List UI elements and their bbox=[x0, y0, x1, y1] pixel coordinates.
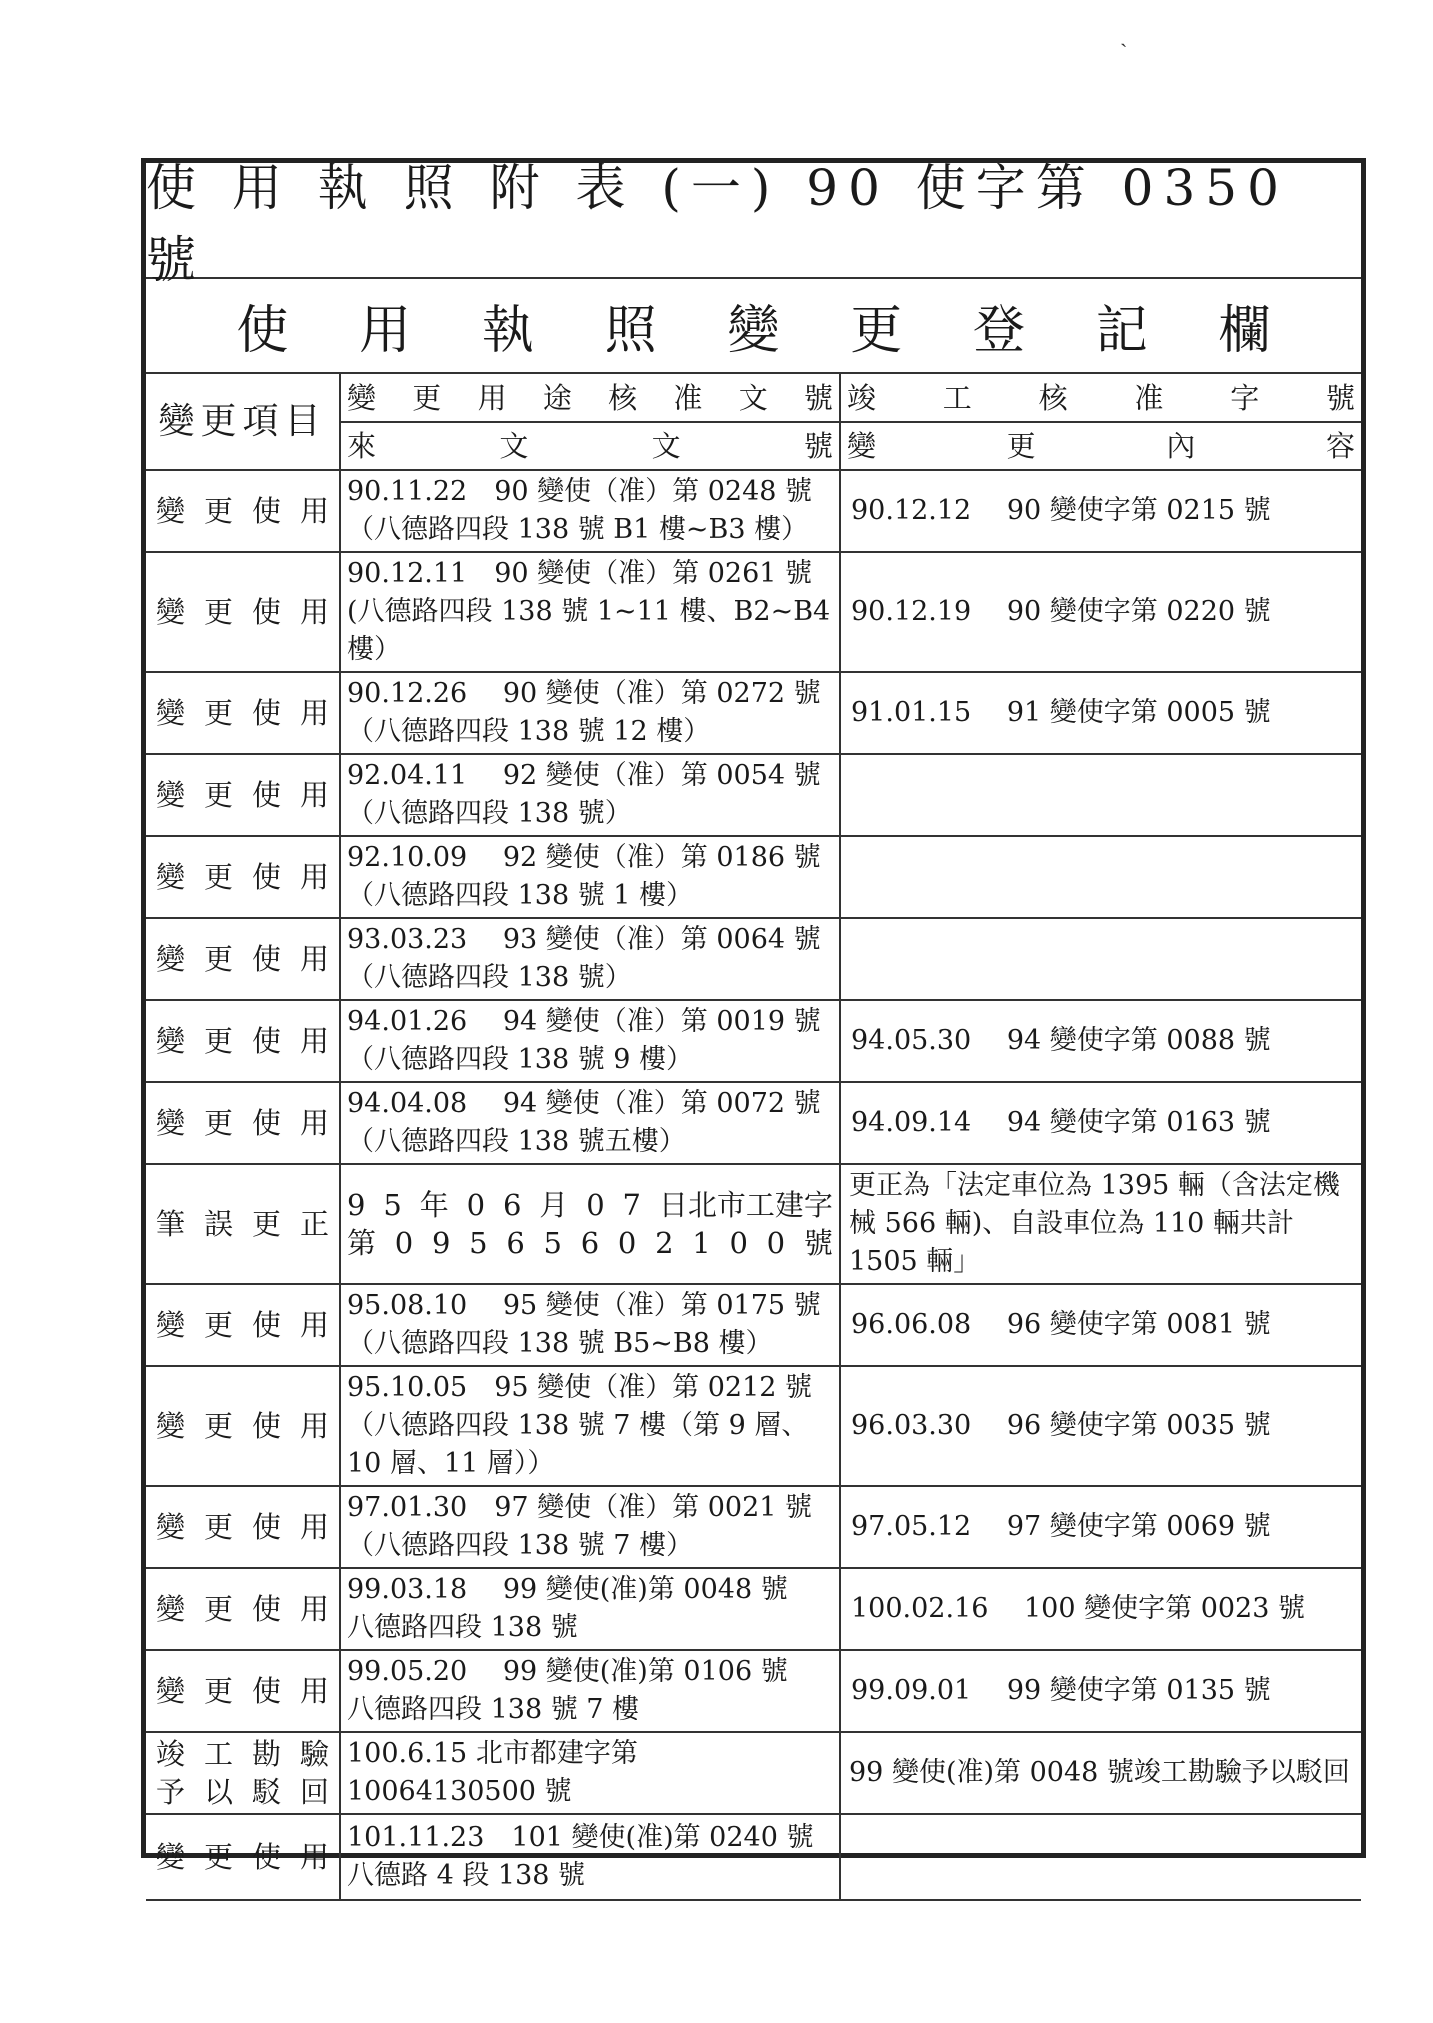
document-char: 7 bbox=[622, 1188, 641, 1222]
document-line: 八德路四段 138 號 7 樓 bbox=[347, 1694, 640, 1725]
table-row bbox=[146, 1284, 1361, 1366]
document-number-cell bbox=[340, 836, 840, 918]
result-line: 更正為「法定車位為 1395 輛（含法定機械 566 輛)、自設車位為 110 輛共計 1505 輛」 bbox=[849, 1170, 1340, 1277]
document-number-cell bbox=[340, 672, 840, 754]
document-line: 樓） bbox=[347, 634, 401, 665]
change-item-cell bbox=[146, 1082, 340, 1164]
change-item-char: 更 bbox=[203, 494, 233, 528]
table-row bbox=[146, 1366, 1361, 1486]
table-row bbox=[146, 1568, 1361, 1650]
change-item-char: 用 bbox=[299, 595, 329, 629]
change-item-char: 變 bbox=[156, 1592, 186, 1626]
header-char: 文 bbox=[499, 429, 529, 463]
change-item-char: 用 bbox=[299, 1840, 329, 1874]
change-item-char: 用 bbox=[299, 1674, 329, 1708]
document-line: （八德路四段 138 號） bbox=[347, 798, 632, 829]
section-title-char: 執 bbox=[481, 301, 534, 361]
table-row bbox=[146, 1164, 1361, 1284]
document-char: 5 bbox=[469, 1226, 488, 1260]
document-char: 9 bbox=[347, 1188, 366, 1222]
change-item-char: 使 bbox=[251, 1409, 281, 1443]
document-char: 0 bbox=[766, 1226, 786, 1260]
table-row bbox=[146, 1814, 1361, 1900]
document-line: 97.01.30 97 變使（准）第 0021 號 bbox=[347, 1492, 813, 1523]
document-char: 年 bbox=[419, 1188, 449, 1222]
table-row bbox=[146, 1650, 1361, 1732]
change-item-char: 以 bbox=[203, 1775, 233, 1809]
result-cell bbox=[840, 1814, 1361, 1900]
document-line: 92.10.09 92 變使（准）第 0186 號 bbox=[347, 842, 821, 873]
change-item-char: 用 bbox=[299, 1592, 329, 1626]
change-item-char: 更 bbox=[203, 696, 233, 730]
change-item-char: 更 bbox=[203, 942, 233, 976]
document-line: 99.05.20 99 變使(准)第 0106 號 bbox=[347, 1656, 788, 1687]
registration-table bbox=[146, 374, 1361, 1901]
document-number-cell bbox=[340, 1000, 840, 1082]
document-number-cell bbox=[340, 1732, 840, 1814]
change-item-char: 誤 bbox=[203, 1207, 233, 1241]
change-item-char: 使 bbox=[251, 860, 281, 894]
table-row bbox=[146, 470, 1361, 552]
document-number-cell bbox=[340, 1366, 840, 1486]
change-item-char: 回 bbox=[299, 1775, 329, 1809]
section-title-char: 使 bbox=[236, 301, 289, 361]
document-number-cell bbox=[340, 1650, 840, 1732]
document-line: 90.12.11 90 變使（准）第 0261 號 bbox=[347, 558, 813, 589]
header-char: 變 bbox=[847, 429, 877, 463]
change-item-char: 更 bbox=[203, 1674, 233, 1708]
change-item-char: 筆 bbox=[156, 1207, 186, 1241]
header-char: 更 bbox=[1006, 429, 1036, 463]
header-char: 竣 bbox=[847, 380, 877, 415]
change-item-char: 工 bbox=[203, 1737, 233, 1771]
document-line: 101.11.23 101 變使(准)第 0240 號 bbox=[347, 1822, 814, 1853]
change-item-char: 用 bbox=[299, 1510, 329, 1544]
table-row bbox=[146, 552, 1361, 672]
document-char: 0 bbox=[466, 1188, 486, 1222]
change-item-char: 使 bbox=[251, 595, 281, 629]
change-item-char: 使 bbox=[251, 1024, 281, 1058]
change-item-char: 用 bbox=[299, 1308, 329, 1342]
result-cell bbox=[840, 1568, 1361, 1650]
result-line: 97.05.12 97 變使字第 0069 號 bbox=[851, 1511, 1271, 1542]
section-title-char: 登 bbox=[972, 301, 1025, 361]
result-line: 99 變使(准)第 0048 號竣工勘驗予以駁回 bbox=[849, 1757, 1350, 1788]
change-item-char: 用 bbox=[299, 942, 329, 976]
document-number-cell bbox=[340, 1814, 840, 1900]
license-form bbox=[141, 158, 1366, 1891]
table-row bbox=[146, 1486, 1361, 1568]
change-item-cell bbox=[146, 836, 340, 918]
change-item-char: 使 bbox=[251, 1840, 281, 1874]
document-line: （八德路四段 138 號 B5~B8 樓） bbox=[347, 1328, 773, 1359]
document-line: 八德路 4 段 138 號 bbox=[347, 1860, 586, 1891]
change-item-char: 使 bbox=[251, 1308, 281, 1342]
result-cell bbox=[840, 1082, 1361, 1164]
result-line: 90.12.12 90 變使字第 0215 號 bbox=[851, 495, 1271, 526]
document-number-cell bbox=[340, 754, 840, 836]
result-line: 94.05.30 94 變使字第 0088 號 bbox=[851, 1025, 1271, 1056]
header-doc-bottom bbox=[340, 422, 840, 470]
change-item-char: 使 bbox=[251, 942, 281, 976]
result-line: 91.01.15 91 變使字第 0005 號 bbox=[851, 697, 1271, 728]
change-item-cell bbox=[146, 1568, 340, 1650]
document-line: 八德路四段 138 號 bbox=[347, 1612, 578, 1643]
document-char: 1 bbox=[692, 1226, 711, 1260]
header-result-bottom bbox=[840, 422, 1361, 470]
change-item-char: 更 bbox=[203, 595, 233, 629]
change-item-char: 使 bbox=[251, 1592, 281, 1626]
change-item-cell bbox=[146, 1650, 340, 1732]
document-line: （八德路四段 138 號） bbox=[347, 962, 632, 993]
change-item-char: 變 bbox=[156, 1510, 186, 1544]
result-cell bbox=[840, 1650, 1361, 1732]
header-char: 文 bbox=[651, 429, 681, 463]
document-line: （八德路四段 138 號五樓） bbox=[347, 1126, 686, 1157]
change-item-char: 變 bbox=[156, 1840, 186, 1874]
section-title-char: 更 bbox=[850, 301, 903, 361]
document-char: 0 bbox=[617, 1226, 637, 1260]
result-cell bbox=[840, 1284, 1361, 1366]
result-cell bbox=[840, 672, 1361, 754]
result-cell bbox=[840, 470, 1361, 552]
result-cell bbox=[840, 754, 1361, 836]
result-cell bbox=[840, 1366, 1361, 1486]
change-item-char: 竣 bbox=[156, 1737, 186, 1771]
header-char: 號 bbox=[803, 380, 833, 415]
document-line: 92.04.11 92 變使（准）第 0054 號 bbox=[347, 760, 821, 791]
result-line: 96.06.08 96 變使字第 0081 號 bbox=[851, 1309, 1271, 1340]
header-char: 核 bbox=[1038, 380, 1068, 415]
section-title bbox=[146, 279, 1361, 374]
section-title-char: 照 bbox=[604, 301, 657, 361]
result-line: 94.09.14 94 變使字第 0163 號 bbox=[851, 1107, 1271, 1138]
header-result-top bbox=[840, 374, 1361, 422]
header-char: 准 bbox=[1134, 380, 1164, 415]
document-char: 0 bbox=[729, 1226, 748, 1260]
result-cell bbox=[840, 1164, 1361, 1284]
change-item-cell bbox=[146, 470, 340, 552]
document-char: 5 bbox=[383, 1188, 402, 1222]
change-item-char: 用 bbox=[299, 494, 329, 528]
document-number-cell bbox=[340, 1486, 840, 1568]
change-item-char: 變 bbox=[156, 696, 186, 730]
document-line: 95.10.05 95 變使（准）第 0212 號 bbox=[347, 1372, 813, 1403]
change-item-char: 更 bbox=[203, 1106, 233, 1140]
change-item-char: 更 bbox=[251, 1207, 281, 1241]
document-number-cell bbox=[340, 1164, 840, 1284]
document-line: （八德路四段 138 號 9 樓） bbox=[347, 1044, 694, 1075]
document-char: 號 bbox=[803, 1226, 833, 1260]
document-char: 5 bbox=[543, 1226, 562, 1260]
change-item-char: 使 bbox=[251, 696, 281, 730]
header-char: 途 bbox=[542, 380, 572, 415]
result-cell bbox=[840, 1486, 1361, 1568]
table-row bbox=[146, 918, 1361, 1000]
document-line: 90.11.22 90 變使（准）第 0248 號 bbox=[347, 476, 813, 507]
header-char: 容 bbox=[1325, 429, 1355, 463]
document-line: 99.03.18 99 變使(准)第 0048 號 bbox=[347, 1574, 788, 1605]
document-line: （八德路四段 138 號 7 樓（第 9 層、 bbox=[347, 1410, 809, 1441]
section-title-char: 欄 bbox=[1218, 301, 1271, 361]
table-row bbox=[146, 754, 1361, 836]
header-char: 更 bbox=[412, 380, 442, 415]
document-number-cell bbox=[340, 1284, 840, 1366]
table-row bbox=[146, 1732, 1361, 1814]
document-number-cell bbox=[340, 1568, 840, 1650]
change-item-cell bbox=[146, 1164, 340, 1284]
header-doc-top bbox=[340, 374, 840, 422]
change-item-char: 予 bbox=[156, 1775, 186, 1809]
document-line: 90.12.26 90 變使（准）第 0272 號 bbox=[347, 678, 821, 709]
change-item-char: 用 bbox=[299, 1024, 329, 1058]
change-item-cell bbox=[146, 1000, 340, 1082]
change-item-cell bbox=[146, 1284, 340, 1366]
change-item-cell bbox=[146, 918, 340, 1000]
change-item-cell bbox=[146, 1814, 340, 1900]
document-char: 6 bbox=[506, 1226, 525, 1260]
change-item-char: 變 bbox=[156, 595, 186, 629]
change-item-char: 變 bbox=[156, 942, 186, 976]
header-item: 變更項目 bbox=[146, 374, 340, 470]
result-line: 90.12.19 90 變使字第 0220 號 bbox=[851, 596, 1271, 627]
document-char: 0 bbox=[394, 1226, 414, 1260]
change-item-char: 使 bbox=[251, 1674, 281, 1708]
change-item-cell bbox=[146, 552, 340, 672]
change-item-char: 變 bbox=[156, 1024, 186, 1058]
change-item-char: 使 bbox=[251, 778, 281, 812]
header-char: 工 bbox=[942, 380, 972, 415]
section-title-char: 變 bbox=[727, 301, 780, 361]
header-char: 變 bbox=[347, 380, 377, 415]
change-item-cell bbox=[146, 672, 340, 754]
result-cell bbox=[840, 1000, 1361, 1082]
document-line: 100.6.15 北市都建字第 10064130500 號 bbox=[347, 1738, 638, 1807]
change-item-char: 正 bbox=[299, 1207, 329, 1241]
change-item-char: 變 bbox=[156, 1409, 186, 1443]
change-item-char: 變 bbox=[156, 494, 186, 528]
change-item-char: 使 bbox=[251, 1106, 281, 1140]
document-line: （八德路四段 138 號 7 樓） bbox=[347, 1530, 694, 1561]
document-char: 9 bbox=[431, 1226, 451, 1260]
result-cell bbox=[840, 918, 1361, 1000]
document-line: （八德路四段 138 號 12 樓） bbox=[347, 716, 711, 747]
document-char: 2 bbox=[655, 1226, 674, 1260]
scan-mark: ˏ bbox=[1120, 23, 1128, 48]
document-line: 93.03.23 93 變使（准）第 0064 號 bbox=[347, 924, 821, 955]
header-char: 准 bbox=[673, 380, 703, 415]
change-item-cell bbox=[146, 1366, 340, 1486]
document-line: 94.04.08 94 變使（准）第 0072 號 bbox=[347, 1088, 821, 1119]
result-line: 96.03.30 96 變使字第 0035 號 bbox=[851, 1410, 1271, 1441]
header-char: 號 bbox=[1325, 380, 1355, 415]
table-row bbox=[146, 836, 1361, 918]
change-item-char: 變 bbox=[156, 778, 186, 812]
header-char: 來 bbox=[347, 429, 377, 463]
result-cell bbox=[840, 1732, 1361, 1814]
header-char: 用 bbox=[477, 380, 507, 415]
table-row bbox=[146, 1082, 1361, 1164]
change-item-char: 更 bbox=[203, 778, 233, 812]
document-line: 95.08.10 95 變使（准）第 0175 號 bbox=[347, 1290, 821, 1321]
change-item-char: 用 bbox=[299, 778, 329, 812]
document-char: 日北市工建字 bbox=[658, 1188, 833, 1222]
result-line: 100.02.16 100 變使字第 0023 號 bbox=[851, 1593, 1305, 1624]
result-cell bbox=[840, 836, 1361, 918]
document-number-cell bbox=[340, 918, 840, 1000]
document-char: 6 bbox=[502, 1188, 522, 1222]
document-line: 10 層、11 層）） bbox=[347, 1448, 555, 1479]
change-item-char: 更 bbox=[203, 860, 233, 894]
change-item-char: 駁 bbox=[251, 1775, 281, 1809]
change-item-char: 更 bbox=[203, 1840, 233, 1874]
table-row bbox=[146, 1000, 1361, 1082]
result-line: 99.09.01 99 變使字第 0135 號 bbox=[851, 1675, 1271, 1706]
header-char: 號 bbox=[803, 429, 833, 463]
document-char: 月 bbox=[539, 1188, 569, 1222]
change-item-char: 使 bbox=[251, 494, 281, 528]
document-number-cell bbox=[340, 552, 840, 672]
document-char: 0 bbox=[586, 1188, 605, 1222]
page-title: 使 用 執 照 附 表 (一) 90 使字第 0350 號 bbox=[146, 163, 1361, 279]
header-char: 內 bbox=[1166, 429, 1196, 463]
document-number-cell bbox=[340, 470, 840, 552]
change-item-char: 更 bbox=[203, 1024, 233, 1058]
change-item-char: 更 bbox=[203, 1308, 233, 1342]
document-number-cell bbox=[340, 1082, 840, 1164]
change-item-char: 勘 bbox=[251, 1737, 281, 1771]
change-item-char: 變 bbox=[156, 860, 186, 894]
document-char: 6 bbox=[580, 1226, 600, 1260]
change-item-char: 用 bbox=[299, 1106, 329, 1140]
result-cell bbox=[840, 552, 1361, 672]
change-item-cell bbox=[146, 1732, 340, 1814]
section-title-char: 記 bbox=[1095, 301, 1148, 361]
change-item-char: 更 bbox=[203, 1510, 233, 1544]
document-line: （八德路四段 138 號 1 樓） bbox=[347, 880, 694, 911]
change-item-char: 變 bbox=[156, 1106, 186, 1140]
change-item-char: 用 bbox=[299, 1409, 329, 1443]
change-item-char: 驗 bbox=[299, 1737, 329, 1771]
document-line: 94.01.26 94 變使（准）第 0019 號 bbox=[347, 1006, 821, 1037]
change-item-char: 變 bbox=[156, 1308, 186, 1342]
change-item-char: 更 bbox=[203, 1409, 233, 1443]
change-item-cell bbox=[146, 754, 340, 836]
document-char: 第 bbox=[347, 1226, 377, 1260]
change-item-char: 使 bbox=[251, 1510, 281, 1544]
change-item-char: 更 bbox=[203, 1592, 233, 1626]
change-item-char: 用 bbox=[299, 860, 329, 894]
change-item-char: 變 bbox=[156, 1674, 186, 1708]
header-char: 核 bbox=[608, 380, 638, 415]
header-char: 文 bbox=[738, 380, 768, 415]
section-title-char: 用 bbox=[359, 301, 412, 361]
table-row bbox=[146, 672, 1361, 754]
change-item-char: 用 bbox=[299, 696, 329, 730]
change-item-cell bbox=[146, 1486, 340, 1568]
document-line: （八德路四段 138 號 B1 樓~B3 樓） bbox=[347, 514, 809, 545]
header-char: 字 bbox=[1230, 380, 1260, 415]
document-line: (八德路四段 138 號 1~11 樓、B2~B4 bbox=[347, 596, 831, 627]
